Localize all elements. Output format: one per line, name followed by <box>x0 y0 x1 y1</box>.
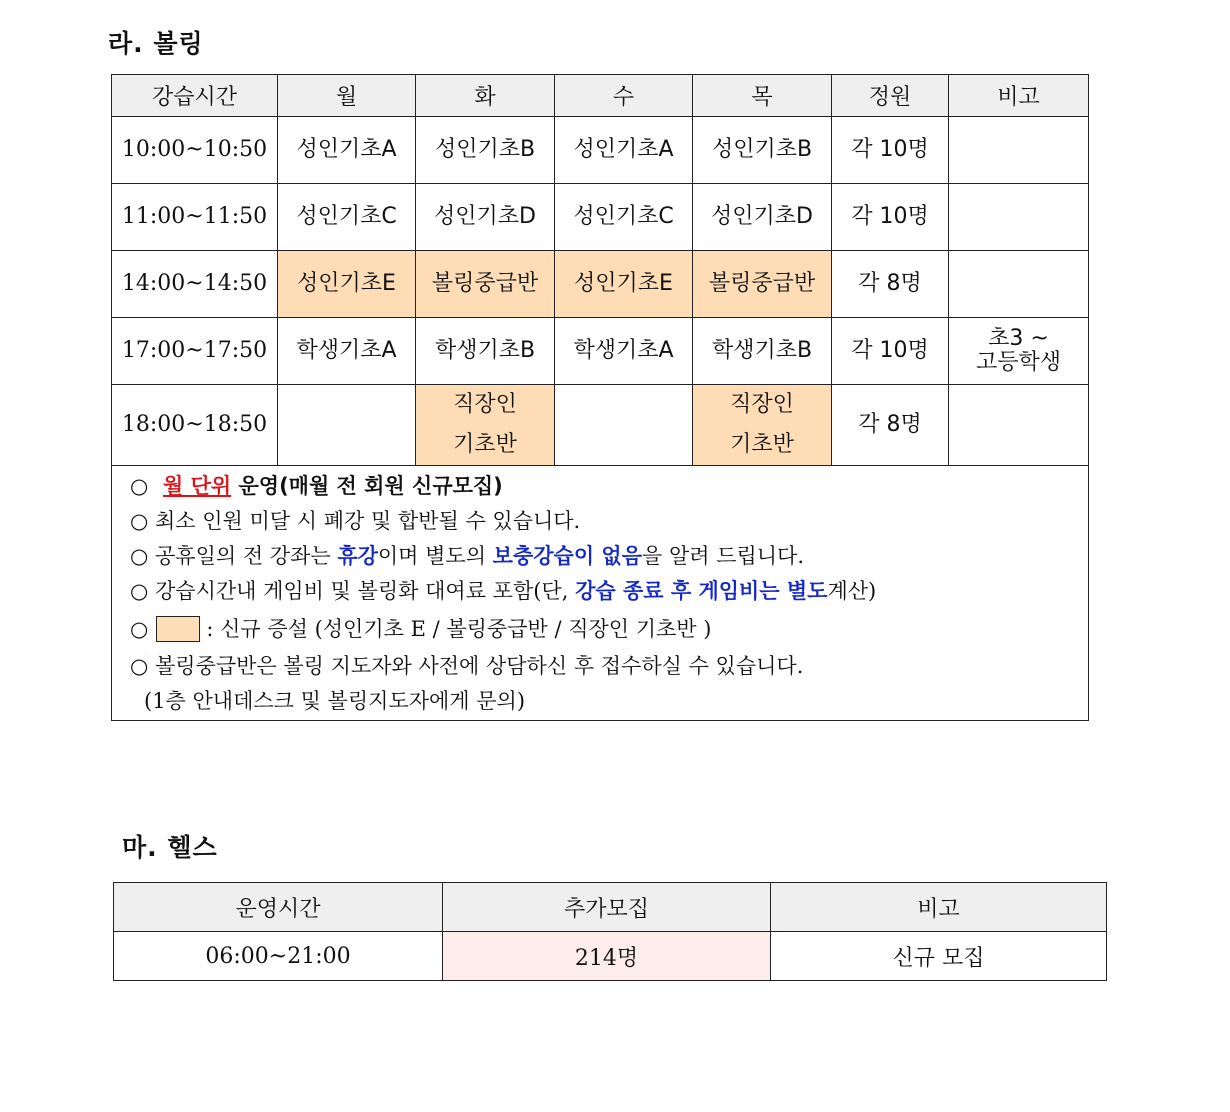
note-line-7: (1층 안내데스크 및 볼링지도자에게 문의) <box>144 689 526 713</box>
bowling-schedule-table <box>111 74 1089 721</box>
cell-class-new: 볼링중급반 <box>693 251 832 318</box>
highlight-red: 월 단위 <box>163 473 232 498</box>
cell-time: 10:00~10:50 <box>112 117 278 184</box>
bullet: ○ <box>130 474 149 498</box>
class-line: 기초반 <box>730 432 794 457</box>
highlight-blue: 휴강 <box>337 544 378 568</box>
cell-capacity: 각 10명 <box>832 184 949 251</box>
header-mon: 월 <box>278 75 416 117</box>
table-row <box>112 184 1089 251</box>
note-line: 초3 ~ <box>988 325 1049 351</box>
cell-class-new <box>416 385 555 466</box>
table-row <box>112 385 1089 466</box>
note-text: ○ 공휴일의 전 강좌는 <box>130 544 338 568</box>
notes-row <box>112 466 1089 721</box>
header-wed: 수 <box>555 75 693 117</box>
note-text: 이며 별도의 <box>377 544 493 568</box>
bullet: ○ <box>130 617 149 641</box>
note-text: ○ 강습시간내 게임비 및 볼링화 대여료 포함(단, <box>130 579 576 603</box>
note-line-3 <box>130 539 1088 574</box>
table-row <box>114 932 1107 981</box>
cell-class-new: 성인기초E <box>555 251 693 318</box>
header-note: 비고 <box>771 883 1107 932</box>
cell-class <box>555 385 693 466</box>
cell-class: 성인기초B <box>416 117 555 184</box>
cell-extra: 214명 <box>443 932 771 981</box>
cell-note <box>949 251 1089 318</box>
cell-time: 18:00~18:50 <box>112 385 278 466</box>
header-extra-recruit: 추가모집 <box>443 883 771 932</box>
cell-note <box>949 385 1089 466</box>
cell-time: 11:00~11:50 <box>112 184 278 251</box>
cell-note <box>949 117 1089 184</box>
cell-class: 성인기초C <box>555 184 693 251</box>
cell-capacity: 각 8명 <box>832 251 949 318</box>
table-row <box>112 251 1089 318</box>
table-row <box>112 318 1089 385</box>
cell-time: 14:00~14:50 <box>112 251 278 318</box>
class-line: 직장인 <box>453 392 517 417</box>
cell-class: 학생기초B <box>693 318 832 385</box>
health-table <box>113 882 1107 981</box>
cell-class: 성인기초C <box>278 184 416 251</box>
cell-class: 학생기초B <box>416 318 555 385</box>
note-text: 계산) <box>827 579 877 603</box>
cell-class: 성인기초D <box>693 184 832 251</box>
cell-note: 신규 모집 <box>771 932 1107 981</box>
note-line-6: ○ 볼링중급반은 볼링 지도자와 사전에 상담하신 후 접수하실 수 있습니다. <box>130 654 804 678</box>
highlight-blue: 강습 종료 후 게임비는 별도 <box>575 579 828 603</box>
cell-class-new: 성인기초E <box>278 251 416 318</box>
table-row <box>112 117 1089 184</box>
note-line-4 <box>130 574 1088 609</box>
header-thu: 목 <box>693 75 832 117</box>
note-text: 을 알려 드립니다. <box>641 544 805 568</box>
cell-class-new: 볼링중급반 <box>416 251 555 318</box>
highlight-blue: 보충강습이 없음 <box>492 544 642 568</box>
note-text: 운영(매월 전 회원 신규모집) <box>231 474 503 498</box>
header-tue: 화 <box>416 75 555 117</box>
cell-class: 성인기초A <box>555 117 693 184</box>
cell-class: 성인기초A <box>278 117 416 184</box>
cell-class: 성인기초B <box>693 117 832 184</box>
note-line-5 <box>130 609 1088 649</box>
cell-capacity: 각 10명 <box>832 117 949 184</box>
cell-class-new <box>693 385 832 466</box>
table-header-row <box>112 75 1089 117</box>
legend-swatch <box>156 616 200 642</box>
notes-cell <box>112 466 1089 721</box>
header-time: 강습시간 <box>112 75 278 117</box>
table-header-row <box>114 883 1107 932</box>
cell-capacity: 각 10명 <box>832 318 949 385</box>
cell-time: 06:00~21:00 <box>114 932 443 981</box>
section-heading-bowling: 라. 볼링 <box>108 29 204 58</box>
cell-class <box>278 385 416 466</box>
cell-note <box>949 318 1089 385</box>
header-note: 비고 <box>949 75 1089 117</box>
cell-class: 학생기초A <box>555 318 693 385</box>
cell-class: 성인기초D <box>416 184 555 251</box>
note-line: 고등학생 <box>975 350 1061 375</box>
note-line-2: ○ 최소 인원 미달 시 폐강 및 합반될 수 있습니다. <box>130 509 581 533</box>
header-capacity: 정원 <box>832 75 949 117</box>
section-heading-health: 마. 헬스 <box>122 833 218 862</box>
cell-class: 학생기초A <box>278 318 416 385</box>
note-text: : 신규 증설 (성인기초 E / 볼링중급반 / 직장인 기초반 ) <box>206 617 712 641</box>
class-line: 기초반 <box>453 432 517 457</box>
cell-time: 17:00~17:50 <box>112 318 278 385</box>
note-line-1 <box>130 468 1088 504</box>
header-operating-time: 운영시간 <box>114 883 443 932</box>
class-line: 직장인 <box>730 392 794 417</box>
cell-note <box>949 184 1089 251</box>
cell-capacity: 각 8명 <box>832 385 949 466</box>
